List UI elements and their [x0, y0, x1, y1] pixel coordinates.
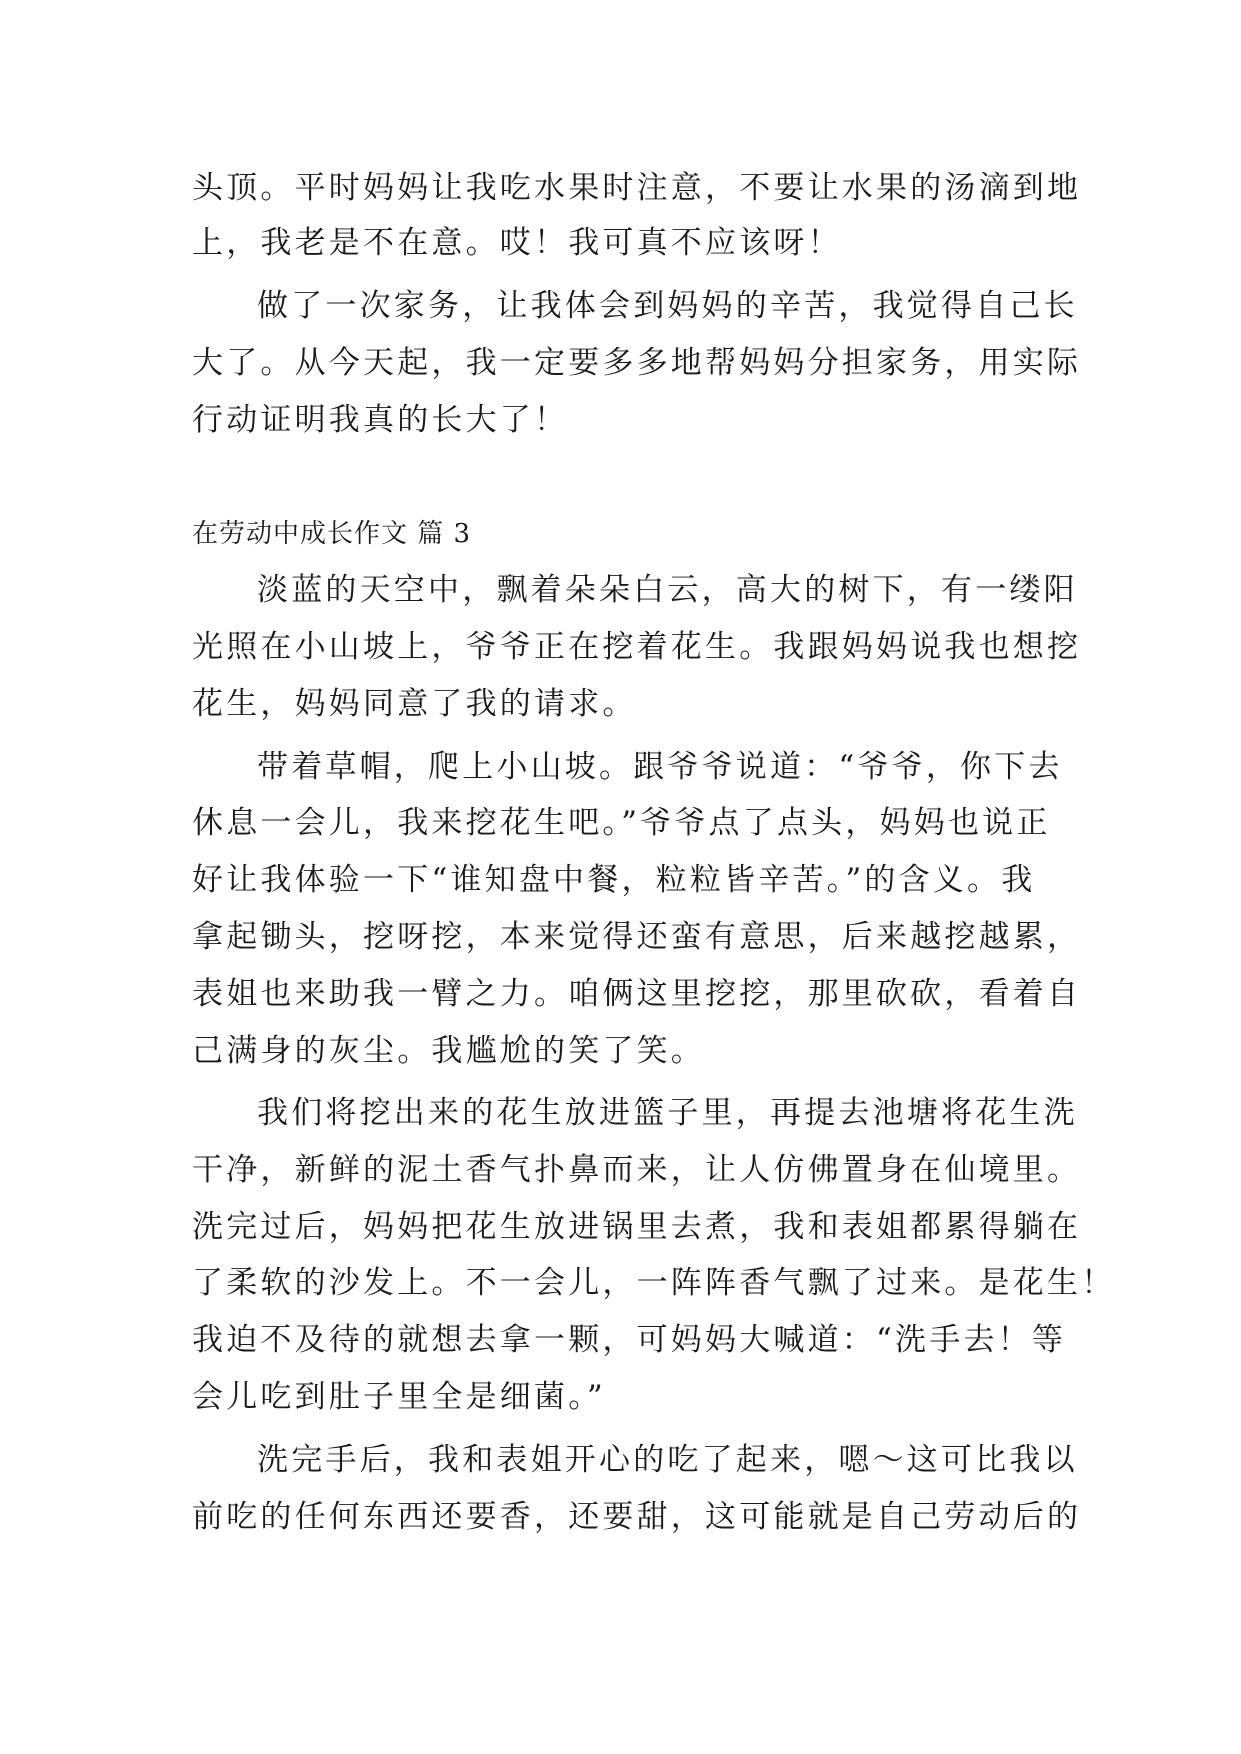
text-line: 好让我体验一下“谁知盘中餐，粒粒皆辛苦。”的含义。我: [192, 862, 1036, 898]
text-line: 我们将挖出来的花生放进篮子里，再提去池塘将花生洗: [257, 1095, 1078, 1131]
text-line: 洗完过后，妈妈把花生放进锅里去煮，我和表姐都累得躺在: [192, 1209, 1082, 1245]
text-line: 洗完手后，我和表姐开心的吃了起来，嗯～这可比我以: [257, 1442, 1078, 1478]
text-line: 了柔软的沙发上。不一会儿，一阵阵香气飘了过来。是花生！: [192, 1265, 1116, 1301]
text-line: 头顶。平时妈妈让我吃水果时注意，不要让水果的汤滴到地: [192, 170, 1082, 206]
text-line: 光照在小山坡上，爷爷正在挖着花生。我跟妈妈说我也想挖: [192, 629, 1082, 665]
text-line: 带着草帽，爬上小山坡。跟爷爷说道：“爷爷，你下去: [257, 749, 1063, 785]
text-line: 花生，妈妈同意了我的请求。: [192, 686, 637, 722]
section-heading: 在劳动中成长作文 篇 3: [192, 519, 472, 549]
text-line: 前吃的任何东西还要香，还要甜，这可能就是自己劳动后的: [192, 1499, 1082, 1535]
text-line: 上，我老是不在意。哎！我可真不应该呀！: [192, 225, 842, 261]
text-line: 干净，新鲜的泥土香气扑鼻而来，让人仿佛置身在仙境里。: [192, 1152, 1082, 1188]
text-line: 表姐也来助我一臂之力。咱俩这里挖挖，那里砍砍，看着自: [192, 976, 1082, 1012]
text-line: 己满身的灰尘。我尴尬的笑了笑。: [192, 1033, 705, 1069]
text-line: 淡蓝的天空中，飘着朵朵白云，高大的树下，有一缕阳: [257, 572, 1078, 608]
text-line: 做了一次家务，让我体会到妈妈的辛苦，我觉得自己长: [257, 288, 1078, 324]
text-line: 会儿吃到肚子里全是细菌。”: [192, 1379, 606, 1415]
text-line: 大了。从今天起，我一定要多多地帮妈妈分担家务，用实际: [192, 345, 1082, 381]
text-line: 行动证明我真的长大了！: [192, 402, 569, 438]
text-line: 拿起锄头，挖呀挖，本来觉得还蛮有意思，后来越挖越累，: [192, 919, 1082, 955]
text-line: 休息一会儿，我来挖花生吧。”爷爷点了点头，妈妈也说正: [192, 805, 1051, 841]
text-line: 我迫不及待的就想去拿一颗，可妈妈大喊道：“洗手去！等: [192, 1322, 1067, 1358]
